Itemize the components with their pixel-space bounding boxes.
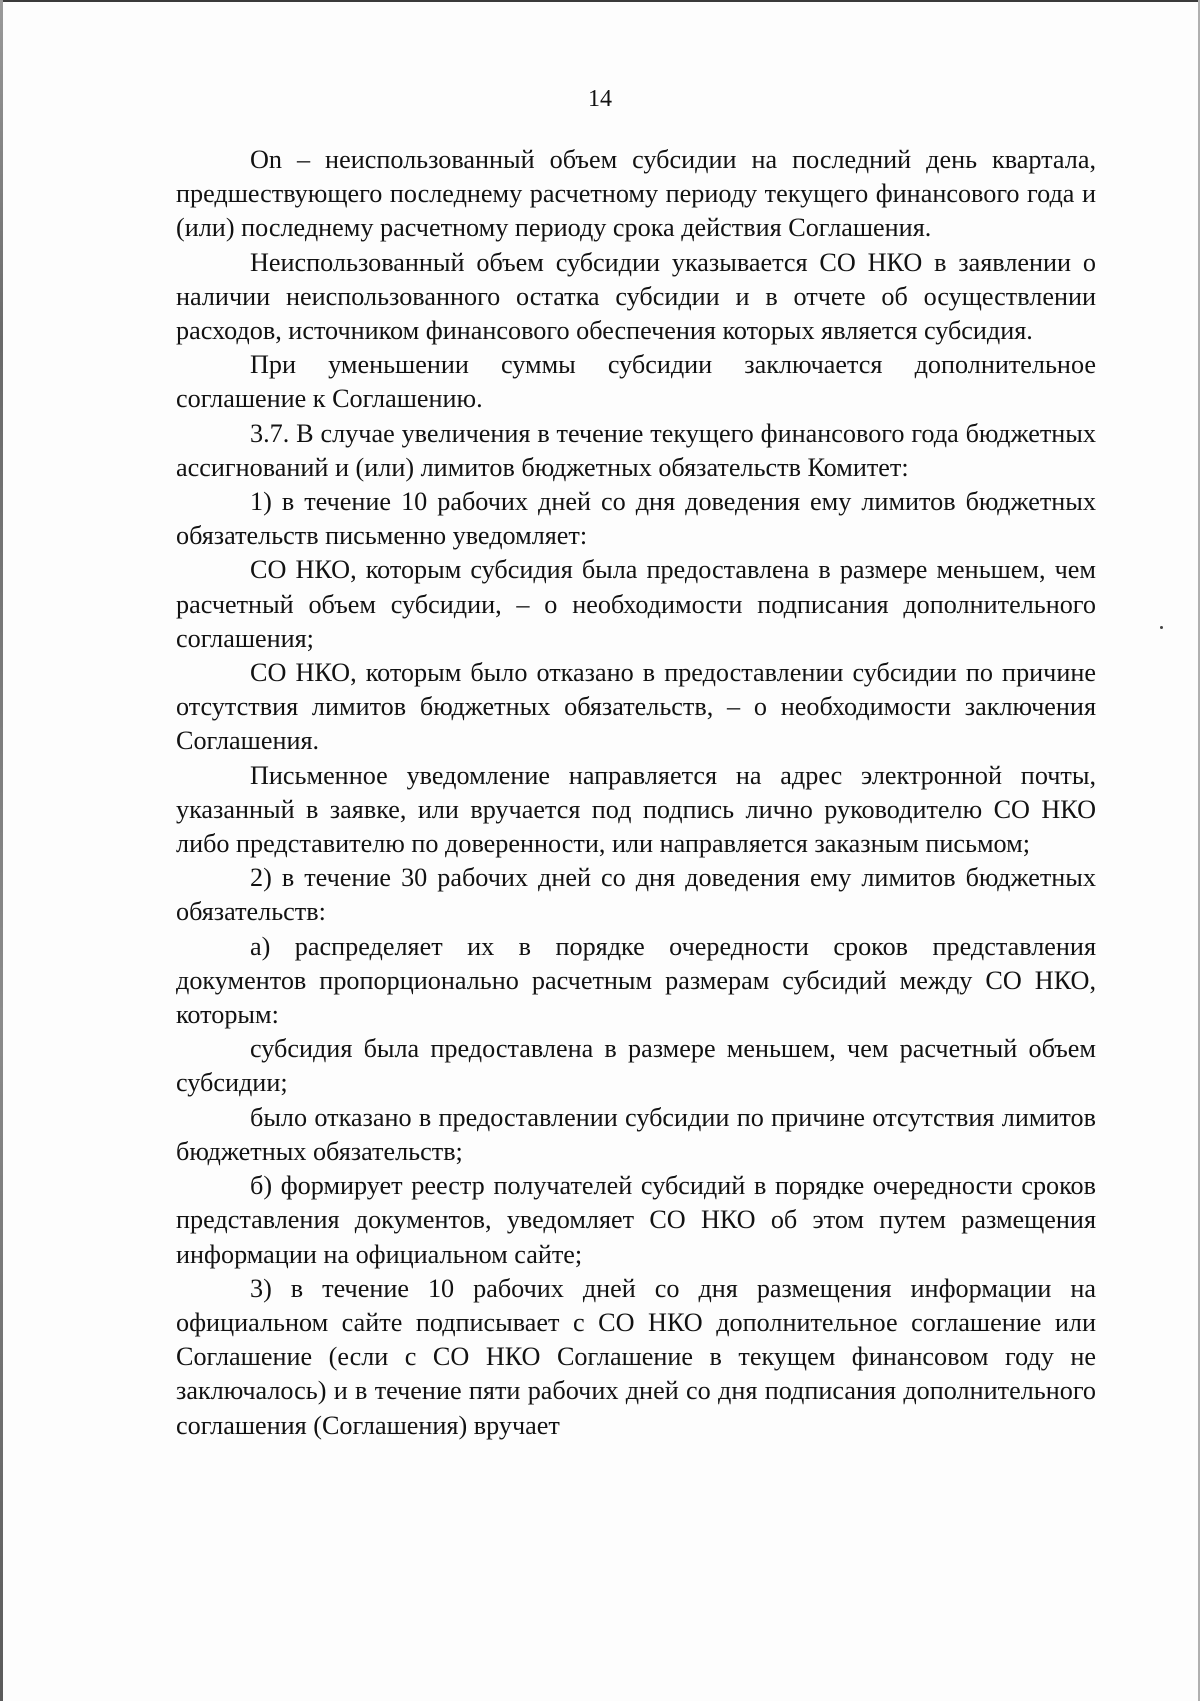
paragraph: СО НКО, которым субсидия была предоставлена в размере меньшем, чем расчетный объем субсидии, – о необходимости подписания дополнительного соглашения; [176,555,1096,653]
paragraph: 2) в течение 30 рабочих дней со дня доведения ему лимитов бюджетных обязательств: [176,863,1096,927]
paragraph: Неиспользованный объем субсидии указывается СО НКО в заявлении о наличии неиспользованного остатка субсидии и в отчете об осуществлении расходов, источником финансового обеспечения которых является субсидия. [176,247,1096,346]
paragraph: 1) в течение 10 рабочих дней со дня доведения ему лимитов бюджетных обязательств письменно уведомляет: [176,487,1096,551]
paragraph: При уменьшении суммы субсидии заключается дополнительное соглашение к Соглашению. [176,350,1096,414]
scan-edge-left [0,0,3,1701]
paragraph: было отказано в предоставлении субсидии по причине отсутствия лимитов бюджетных обязательств; [176,1102,1096,1166]
paragraph: субсидия была предоставлена в размере меньшем, чем расчетный объем субсидии; [176,1034,1096,1098]
paragraph: 3) в течение 10 рабочих дней со дня размещения информации на официальном сайте подписывает с СО НКО дополнительное соглашение или Соглашение (если с СО НКО Соглашение в текущем финансовом году не заключалось) и в течение пяти рабочих дней со дня подписания дополнительного соглашения (Соглашения) вручает [176,1273,1096,1440]
paragraph: б) формирует реестр получателей субсидий в порядке очередности сроков представления документов, уведомляет СО НКО об этом путем размещения информации на официальном сайте; [176,1171,1096,1269]
scan-speck [1160,626,1163,629]
paragraph: On – неиспользованный объем субсидии на последний день квартала, предшествующего последнему расчетному периоду текущего финансового года и (или) последнему расчетному периоду срока действия Соглашения. [176,145,1096,243]
scan-edge-top [0,0,1200,2]
paragraph: а) распределяет их в порядке очередности сроков представления документов пропорционально расчетным размерам субсидий между СО НКО, которым: [176,931,1096,1030]
paragraph: СО НКО, которым было отказано в предоставлении субсидии по причине отсутствия лимитов бюджетных обязательств, – о необходимости заключения Соглашения. [176,658,1096,756]
document-body [176,143,1096,1443]
paragraph: 3.7. В случае увеличения в течение текущего финансового года бюджетных ассигнований и (или) лимитов бюджетных обязательств Комитет: [176,418,1096,482]
page-number: 14 [588,86,612,112]
paragraph: Письменное уведомление направляется на адрес электронной почты, указанный в заявке, или вручается под подпись лично руководителю СО НКО либо представителю по доверенности, или направляется заказным письмом; [176,760,1096,859]
